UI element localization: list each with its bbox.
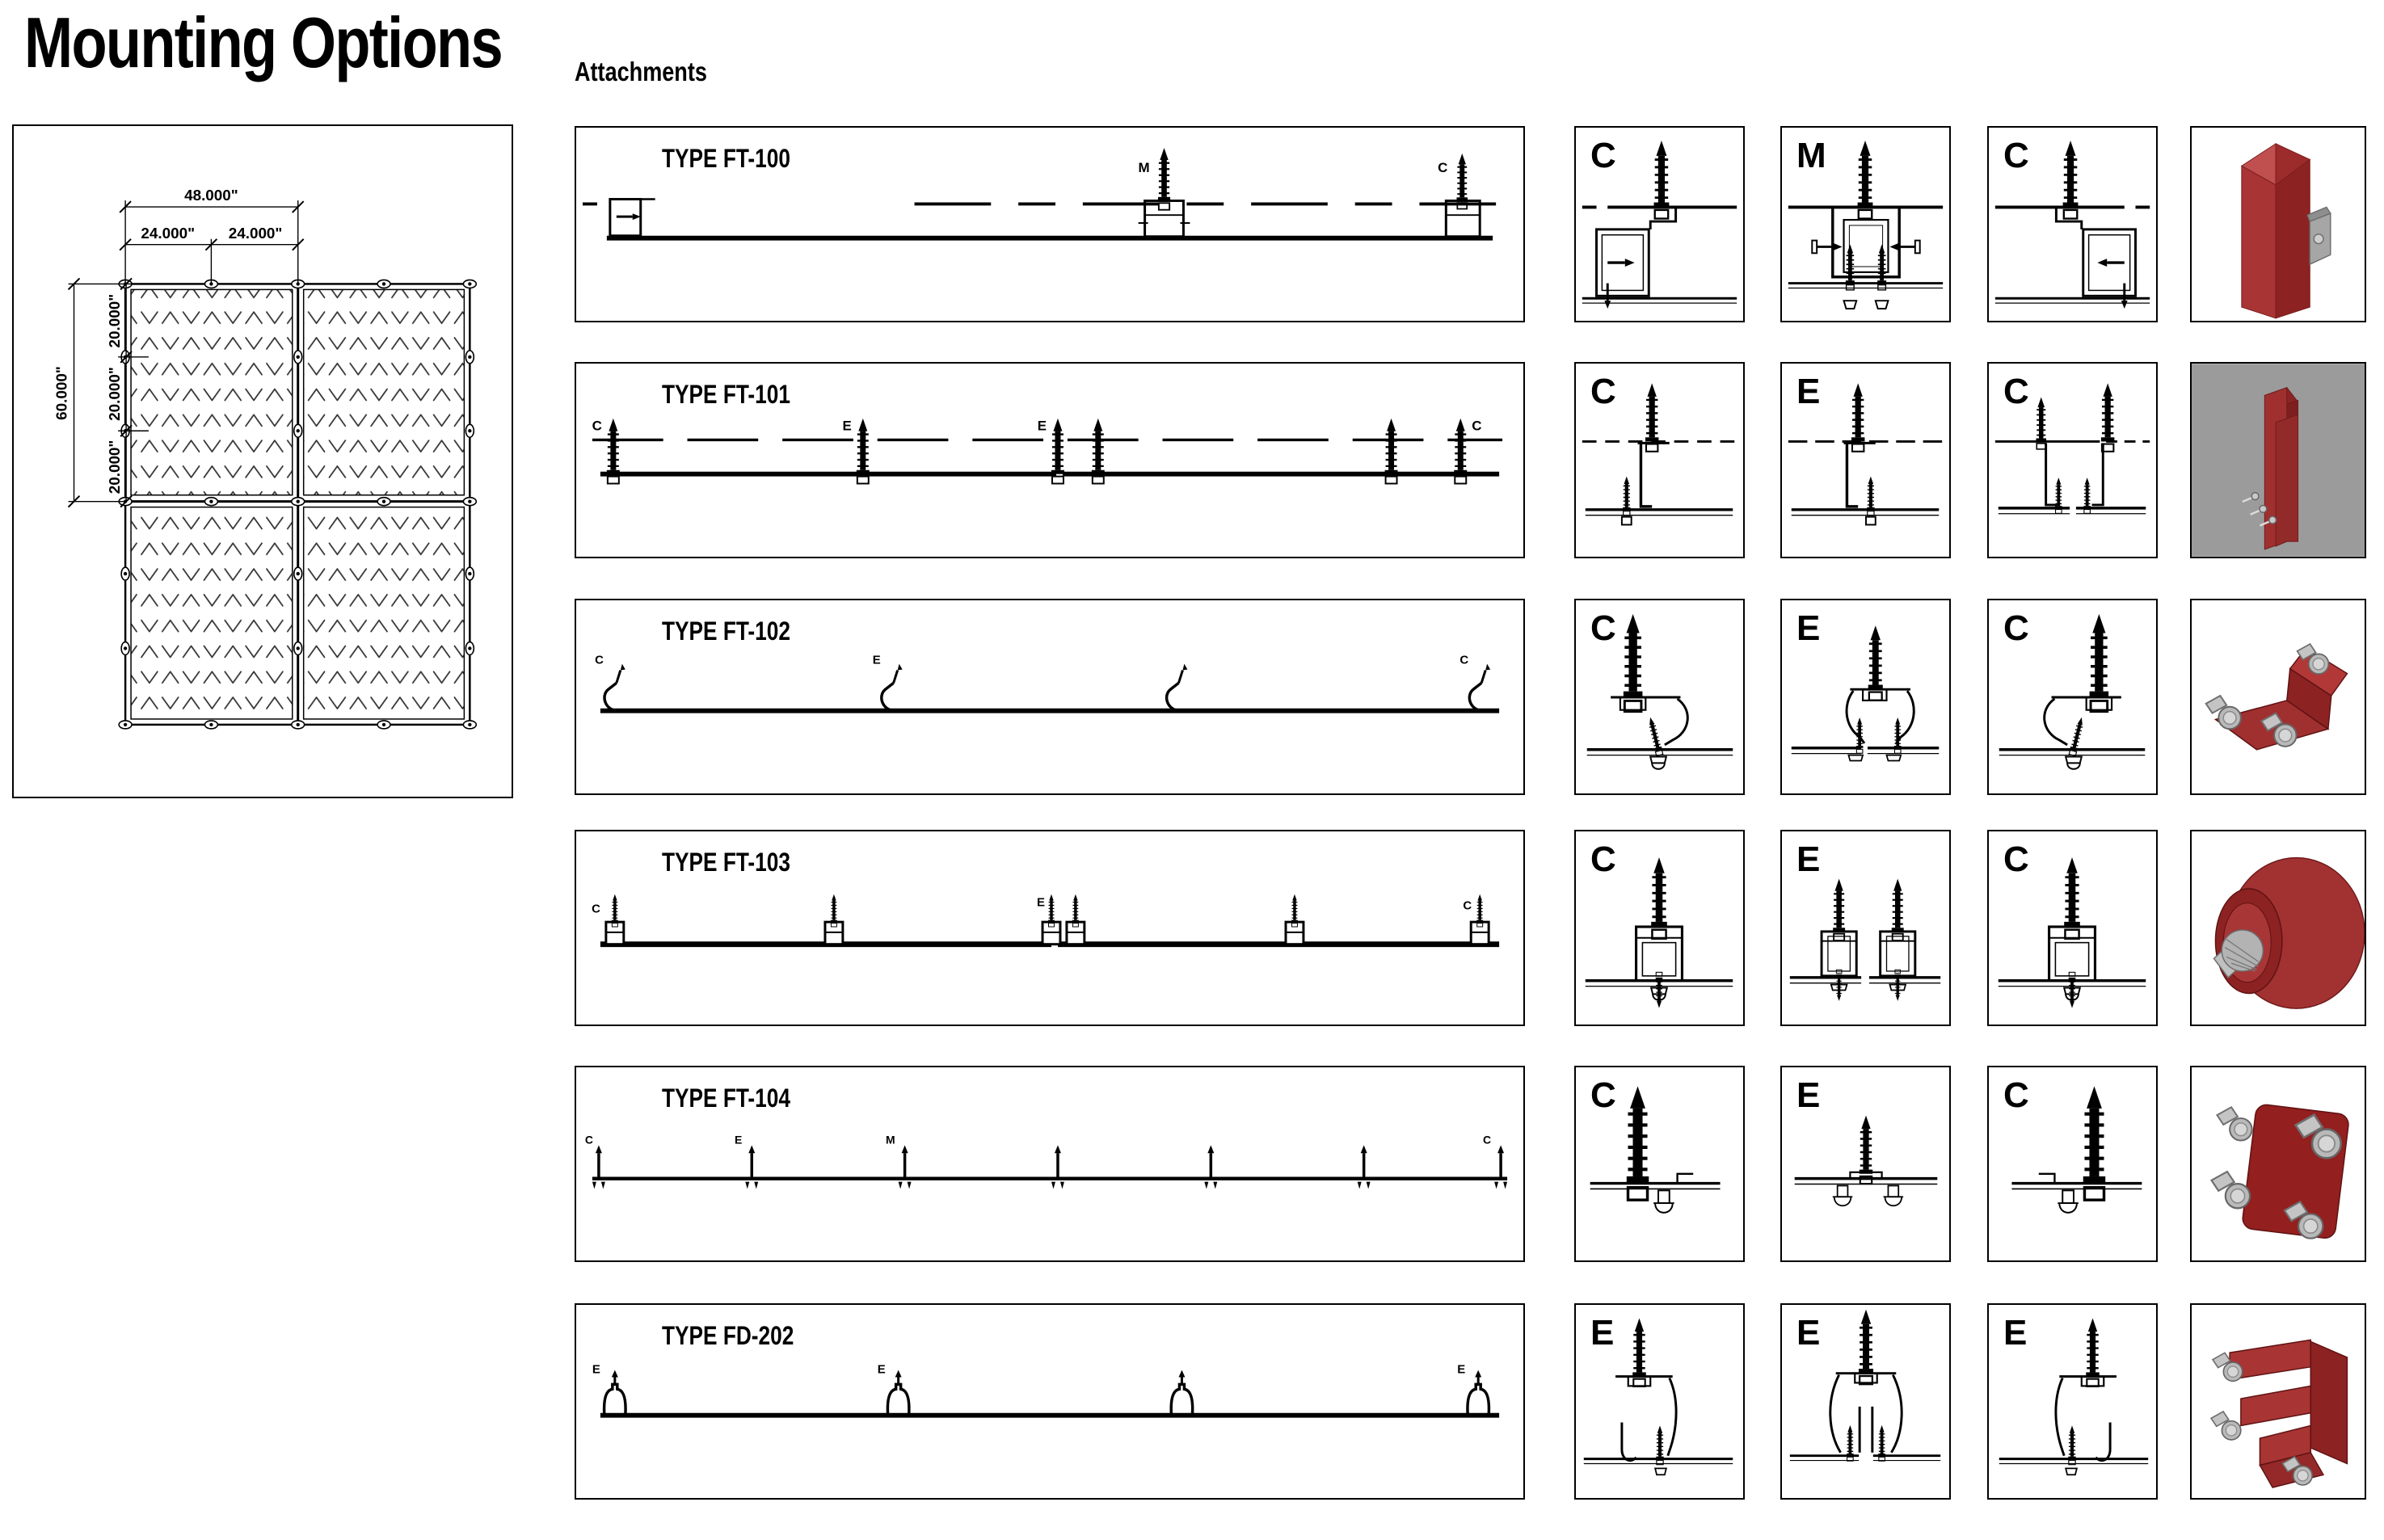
detail-box-ft100-3 [1987,126,2158,322]
profile-label: C [584,1133,593,1147]
render-box-ft104 [2190,1066,2366,1262]
detail-letter: C [1590,372,1616,411]
detail-letter: C [2003,839,2029,879]
dim-20-seg3: 20.000" [106,440,124,494]
profile-box-ft100 [575,126,1525,322]
detail-box-ft104-3 [1987,1066,2158,1262]
detail-box-ft101-2 [1780,362,1951,558]
detail-letter: C [1590,136,1616,175]
profile-label: C [1463,899,1472,913]
detail-letter: E [1796,839,1821,879]
detail-letter: E [2003,1313,2028,1353]
profile-drawing-ft102 [576,600,1523,793]
detail-letter: C [2003,608,2029,648]
render-box-ft100 [2190,126,2366,322]
profile-drawing-ft103 [576,831,1523,1025]
red-square-post-with-gray-clip-icon [2192,128,2365,321]
profile-label: E [1457,1363,1466,1377]
type-label: TYPE FT-100 [662,144,790,173]
profile-drawing-ft100 [576,128,1523,321]
detail-letter: E [1796,1075,1821,1115]
dim-20-seg1: 20.000" [106,293,124,348]
type-label: TYPE FT-103 [662,848,790,877]
profile-label: E [1037,418,1047,434]
profile-label-m: M [1138,160,1150,176]
profile-box-fd202 [575,1303,1525,1500]
detail-box-ft103-2 [1780,830,1951,1026]
dim-24-left: 24.000" [141,224,196,242]
dim-60: 60.000" [53,366,70,420]
attachments-heading: Attachments [575,57,707,86]
detail-letter: C [2003,372,2029,411]
profile-label: E [592,1363,600,1377]
detail-letter: E [1590,1313,1615,1353]
profile-label-c: C [1438,160,1448,176]
render-box-ft103 [2190,830,2366,1026]
page-title: Mounting Options [24,2,502,82]
red-c-channel-clip-icon [2192,1305,2365,1498]
dim-20-seg2: 20.000" [106,367,124,421]
red-z-extrusion-on-gray-wall-icon [2192,364,2365,557]
type-label: TYPE FT-104 [662,1083,790,1113]
detail-box-ft100-2 [1780,126,1951,322]
detail-letter: E [1796,608,1821,648]
detail-box-ft103-3 [1987,830,2158,1026]
profile-box-ft101 [575,362,1525,558]
detail-box-ft101-3 [1987,362,2158,558]
detail-box-ft104-1 [1574,1066,1745,1262]
detail-box-ft103-1 [1574,830,1745,1026]
detail-letter: C [1590,839,1616,879]
profile-box-ft104 [575,1066,1525,1262]
detail-letter: M [1796,136,1826,175]
detail-letter: C [2003,1075,2029,1115]
detail-box-fd202-3 [1987,1303,2158,1500]
profile-label: E [877,1363,886,1377]
profile-drawing-ft101 [576,364,1523,557]
detail-letter: C [1590,1075,1616,1115]
profile-label: C [1459,654,1469,667]
type-label: TYPE FD-202 [662,1321,794,1350]
dim-48: 48.000" [184,187,238,204]
profile-label: M [886,1133,895,1147]
detail-box-fd202-1 [1574,1303,1745,1500]
profile-label: C [592,418,602,434]
panel-layout-drawing [14,126,512,797]
detail-letter: C [1590,608,1616,648]
profile-label: E [872,654,881,667]
profile-box-ft103 [575,830,1525,1026]
profile-label: C [592,903,600,916]
detail-box-ft102-2 [1780,599,1951,795]
render-box-ft102 [2190,599,2366,795]
profile-label: E [1037,896,1046,910]
profile-label: C [1472,418,1482,434]
red-cylinder-mount-icon [2192,831,2365,1025]
type-label: TYPE FT-101 [662,380,790,409]
profile-drawing-ft104 [576,1067,1523,1260]
dim-24-right: 24.000" [228,224,283,242]
panel-layout-diagram [12,124,513,798]
detail-letter: E [1796,1313,1821,1353]
profile-label: C [595,654,604,667]
detail-box-ft102-3 [1987,599,2158,795]
profile-drawing-fd202 [576,1305,1523,1498]
type-label: TYPE FT-102 [662,616,790,646]
detail-box-ft101-1 [1574,362,1745,558]
profile-label: E [842,418,852,434]
profile-label: E [734,1133,743,1147]
red-z-bracket-with-hex-screws-icon [2192,600,2365,793]
detail-box-ft102-1 [1574,599,1745,795]
render-box-fd202 [2190,1303,2366,1500]
detail-box-ft104-2 [1780,1066,1951,1262]
detail-box-ft100-1 [1574,126,1745,322]
detail-letter: C [2003,136,2029,175]
profile-box-ft102 [575,599,1525,795]
render-box-ft101 [2190,362,2366,558]
profile-label: C [1483,1133,1492,1147]
red-plate-with-four-hex-screws-icon [2192,1067,2365,1260]
detail-box-fd202-2 [1780,1303,1951,1500]
detail-letter: E [1796,372,1821,411]
